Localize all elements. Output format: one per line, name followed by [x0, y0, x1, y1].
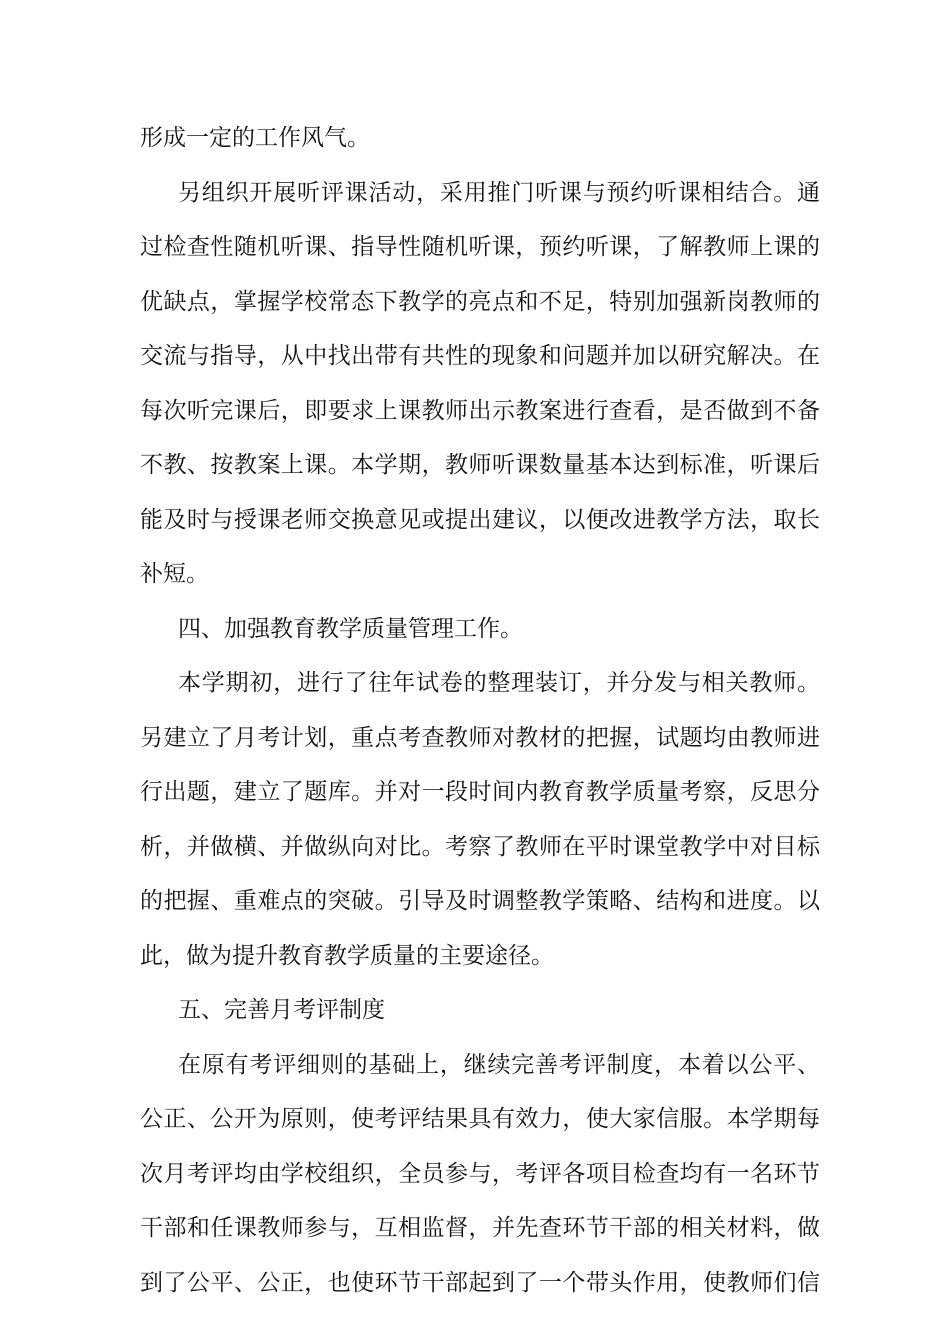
text-line: 过检查性随机听课、指导性随机听课，预约听课，了解教师上课的: [140, 234, 820, 260]
text-line: 不教、按教案上课。本学期，教师听课数量基本达到标准，听课后: [140, 452, 820, 478]
text-line: 本学期初，进行了往年试卷的整理装订，并分发与相关教师。: [178, 670, 820, 696]
text-line: 补短。: [140, 561, 209, 587]
text-line: 优缺点，掌握学校常态下教学的亮点和不足，特别加强新岗教师的: [140, 288, 820, 315]
text-line: 到了公平、公正，也使环节干部起到了一个带头作用，使教师们信: [140, 1269, 820, 1296]
text-line: 次月考评均由学校组织，全员参与，考评各项目检查均有一名环节: [140, 1160, 820, 1187]
text-line: 析，并做横、并做纵向对比。考察了教师在平时课堂教学中对目标: [140, 833, 820, 860]
text-line: 四、加强教育教学质量管理工作。: [178, 615, 523, 642]
text-line: 另组织开展听评课活动，采用推门听课与预约听课相结合。通: [178, 179, 820, 206]
text-line: 此，做为提升教育教学质量的主要途径。: [140, 942, 554, 969]
text-line: 每次听完课后，即要求上课教师出示教案进行查看，是否做到不备: [140, 397, 820, 424]
text-line: 干部和任课教师参与，互相监督，并先查环节干部的相关材料，做: [140, 1215, 820, 1241]
document-body: [140, 111, 820, 1310]
text-line: 公正、公开为原则，使考评结果具有效力，使大家信服。本学期每: [140, 1106, 820, 1132]
text-line: 行出题，建立了题库。并对一段时间内教育教学质量考察，反思分: [140, 779, 820, 805]
text-line: 五、完善月考评制度: [178, 997, 385, 1023]
text-line: 的把握、重难点的突破。引导及时调整教学策略、结构和进度。以: [140, 888, 820, 914]
text-line: 另建立了月考计划，重点考查教师对教材的把握，试题均由教师进: [140, 724, 820, 751]
text-line: 能及时与授课老师交换意见或提出建议，以便改进教学方法，取长: [140, 506, 820, 533]
text-line: 交流与指导，从中找出带有共性的现象和问题并加以研究解决。在: [140, 343, 820, 369]
text-line: 在原有考评细则的基础上，继续完善考评制度，本着以公平、: [178, 1051, 820, 1078]
text-line: 形成一定的工作风气。: [140, 125, 370, 151]
